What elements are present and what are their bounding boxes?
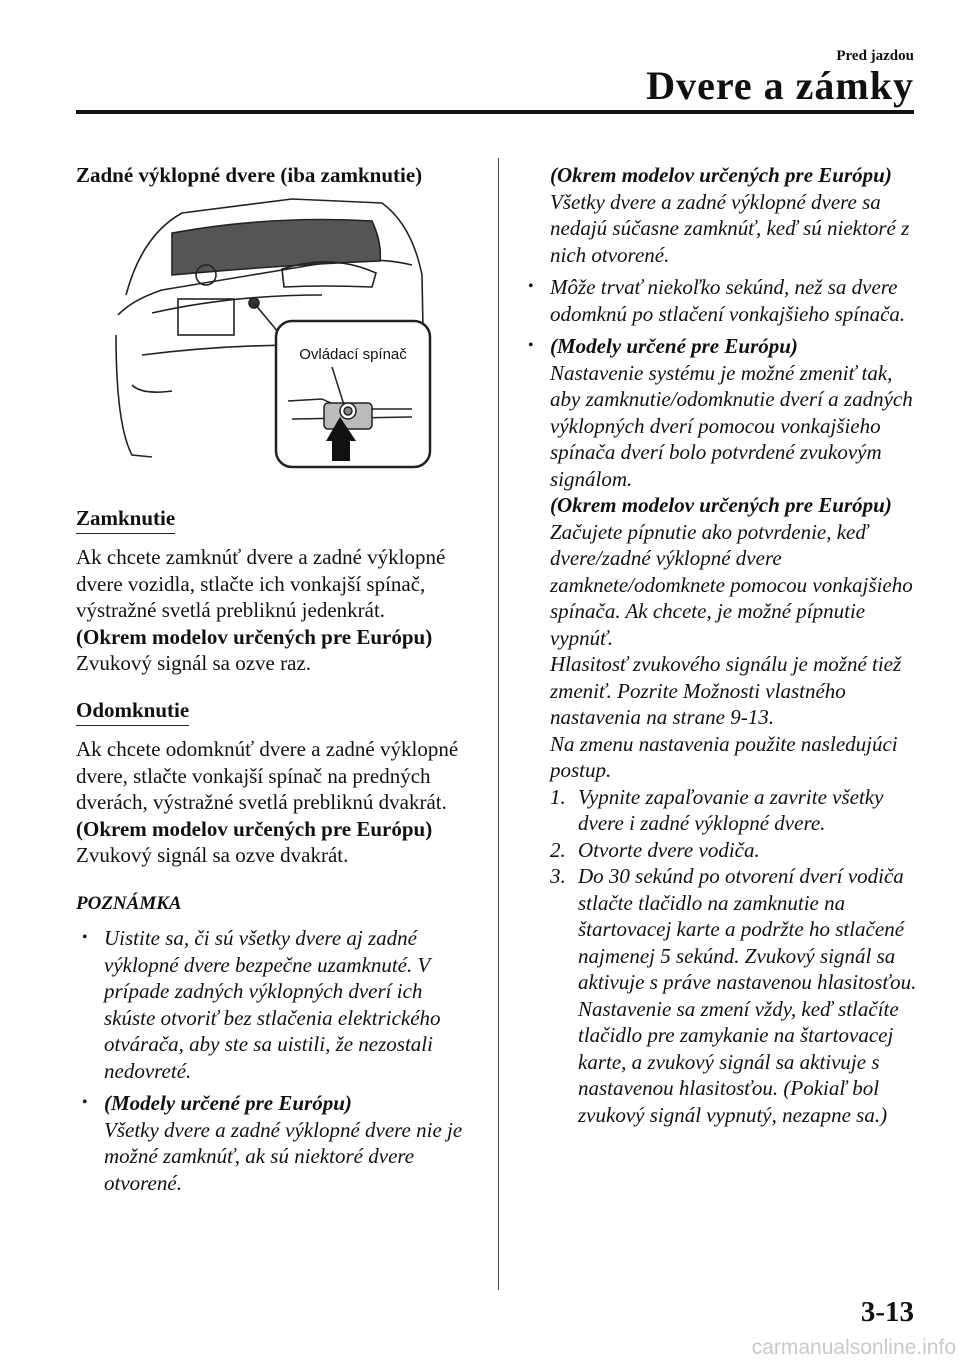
column-divider: [498, 158, 499, 1290]
note-bold: • (Modely určené pre Európu): [104, 1091, 352, 1115]
right-column: [536, 162, 926, 1128]
lock-heading: Zamknutie: [76, 505, 175, 535]
note-item: [522, 333, 926, 784]
figure-label: Ovládací spínač: [299, 345, 407, 363]
watermark: carmanualsonline.info: [751, 1336, 956, 1359]
step-item: [536, 837, 926, 864]
note-text: Všetky dvere a zadné výklopné dvere nie je možné zamknúť, ak sú niektoré dvere otvorené.: [104, 1117, 463, 1195]
car-rear-illustration: [112, 195, 502, 485]
note-heading: POZNÁMKA: [76, 892, 182, 914]
lock-text-2: Zvukový signál sa ozve raz.: [76, 651, 312, 675]
step-number: 1.: [550, 784, 566, 809]
header-section: Pred jazdou: [836, 48, 914, 64]
note-continued: [536, 162, 926, 268]
lock-bold: (Okrem modelov určených pre Európu): [76, 624, 433, 649]
unlock-text-2: Zvukový signál sa ozve dvakrát.: [76, 843, 349, 867]
unlock-text: Ak chcete odomknúť dvere a zadné výklopné dvere, stlačte vonkajší spínač na predných dverách, výstražné svetlá prebliknú dvakrát.: [76, 737, 459, 814]
note-text: Nastavenie systému je možné zmeniť tak, aby zamknutie/odomknutie dverí a zadných výklopných dverí pomocou vonkajšieho spínača dverí bolo potvrdené zvukovým signálom.: [550, 360, 913, 491]
unlock-heading: Odomknutie: [76, 697, 189, 727]
unlock-bold: (Okrem modelov určených pre Európu): [76, 816, 433, 841]
note-bold: • (Modely určené pre Európu): [550, 334, 798, 358]
left-column: [76, 162, 474, 1196]
note-bold: (Okrem modelov určených pre Európu): [550, 163, 892, 187]
figure-title: Zadné výklopné dvere (iba zamknutie): [76, 163, 423, 187]
note-text: Všetky dvere a zadné výklopné dvere sa nedajú súčasne zamknúť, keď sú niektoré z nich otvorené.: [550, 189, 910, 267]
note-bold: (Okrem modelov určených pre Európu): [550, 493, 892, 517]
page-number: 3-13: [860, 1296, 914, 1328]
page-title: Dvere a zámky: [646, 63, 914, 108]
step-item: [536, 784, 926, 837]
note-text: Začujete pípnutie ako potvrdenie, keď dvere/zadné výklopné dvere zamknete/odomknete pomocou vonkajšieho spínača. Ak chcete, je možné pípnutie vypnúť.: [550, 519, 913, 650]
header-rule: [76, 110, 914, 114]
step-item: [536, 863, 926, 1128]
note-text: Na zmenu nastavenia použite nasledujúci postup.: [550, 731, 898, 782]
lock-text: Ak chcete zamknúť dvere a zadné výklopné dvere vozidla, stlačte ich vonkajší spínač, výstražné svetlá prebliknú jedenkrát.: [76, 545, 446, 622]
car-figure: [112, 195, 502, 485]
note-item: [522, 274, 926, 327]
step-number: 2.: [550, 837, 566, 862]
step-text: Otvorte dvere vodiča.: [578, 837, 760, 862]
note-text: Môže trvať niekoľko sekúnd, než sa dvere odomknú po stlačení vonkajšieho spínača.: [550, 275, 906, 326]
step-text: Vypnite zapaľovanie a zavrite všetky dvere i zadné výklopné dvere.: [578, 784, 884, 835]
note-text: Uistite sa, či sú všetky dvere aj zadné výklopné dvere bezpečne uzamknuté. V prípade zadných výklopných dverí ich skúste otvoriť bez stlačenia elektrického otvárača, aby ste sa uistili, že nezostali nedovreté.: [104, 926, 441, 1083]
note-item: [76, 925, 474, 1084]
note-text: Hlasitosť zvukového signálu je možné tiež zmeniť. Pozrite Možnosti vlastného nastavenia na strane 9-13.: [550, 652, 902, 729]
note-item: [76, 1090, 474, 1196]
step-text: Do 30 sekúnd po otvorení dverí vodiča stlačte tlačidlo na zamknutie na štartovacej karte a podržte ho stlačené najmenej 5 sekúnd. Zvukový signál sa aktivuje s práve nastavenou hlasitosťou. Nastavenie sa zmení vždy, keď stlačíte tlačidlo pre zamykanie na štartovacej karte, a zvukový signál sa aktivuje s nastavenou hlasitosťou. (Pokiaľ bol zvukový signál vypnutý, nezapne sa.): [578, 864, 917, 1127]
step-number: 3.: [550, 864, 566, 888]
